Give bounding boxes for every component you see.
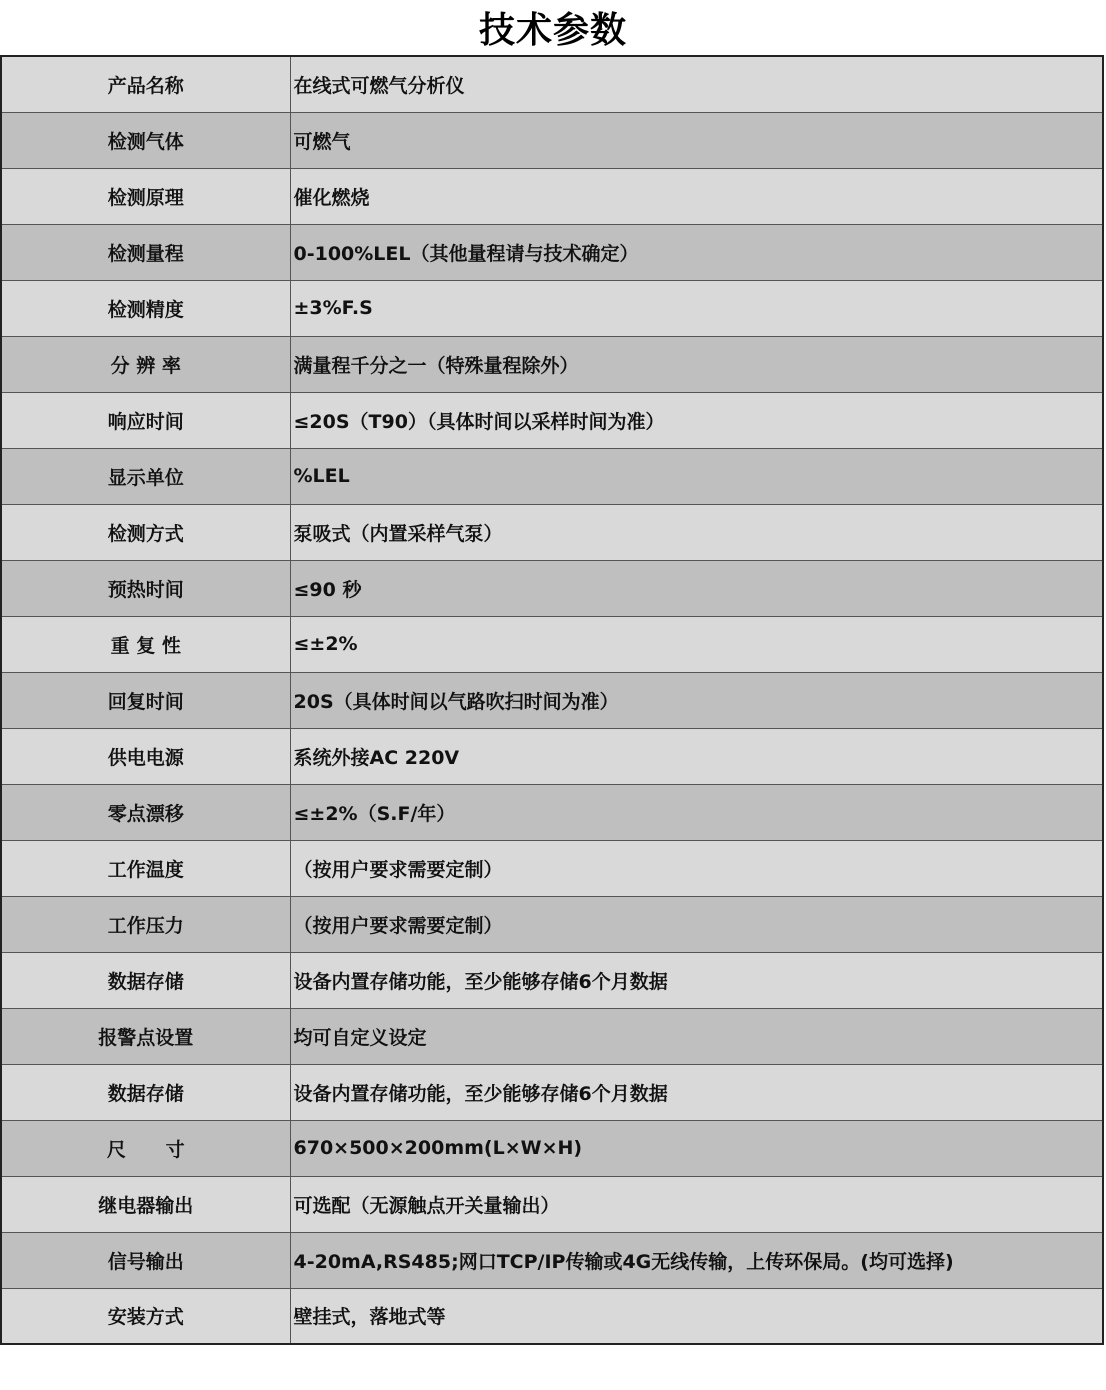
table-row [1, 168, 1103, 224]
table-row [1, 784, 1103, 840]
table-row [1, 952, 1103, 1008]
row-label: 预热时间 [1, 560, 290, 616]
table-row [1, 1008, 1103, 1064]
row-label: 产品名称 [1, 56, 290, 112]
row-label: 继电器输出 [1, 1176, 290, 1232]
row-label: 供电电源 [1, 728, 290, 784]
row-label: 检测方式 [1, 504, 290, 560]
row-value: 可选配（无源触点开关量输出） [290, 1176, 1103, 1232]
table-row [1, 112, 1103, 168]
table-row [1, 1120, 1103, 1176]
row-label: 工作温度 [1, 840, 290, 896]
table-row [1, 728, 1103, 784]
row-label: 安装方式 [1, 1288, 290, 1344]
spec-table [0, 55, 1104, 1345]
row-value: ±3%F.S [290, 280, 1103, 336]
table-row [1, 896, 1103, 952]
row-label: 检测精度 [1, 280, 290, 336]
row-label: 信号输出 [1, 1232, 290, 1288]
table-row [1, 504, 1103, 560]
spec-table-body [1, 56, 1103, 1344]
table-row [1, 224, 1103, 280]
row-label: 报警点设置 [1, 1008, 290, 1064]
row-value: 壁挂式，落地式等 [290, 1288, 1103, 1344]
row-value: ≤±2%（S.F/年） [290, 784, 1103, 840]
table-row [1, 392, 1103, 448]
row-value: ≤90 秒 [290, 560, 1103, 616]
row-value: 20S（具体时间以气路吹扫时间为准） [290, 672, 1103, 728]
row-label: 回复时间 [1, 672, 290, 728]
row-value: 在线式可燃气分析仪 [290, 56, 1103, 112]
row-value: （按用户要求需要定制） [290, 896, 1103, 952]
row-label: 数据存储 [1, 952, 290, 1008]
row-label: 零点漂移 [1, 784, 290, 840]
row-value: 均可自定义设定 [290, 1008, 1103, 1064]
row-label: 分 辨 率 [1, 336, 290, 392]
row-label: 响应时间 [1, 392, 290, 448]
row-value: ≤±2% [290, 616, 1103, 672]
row-value: 系统外接AC 220V [290, 728, 1103, 784]
page-title: 技术参数 [478, 10, 627, 51]
row-label: 尺 寸 [1, 1120, 290, 1176]
row-label: 检测原理 [1, 168, 290, 224]
table-row [1, 280, 1103, 336]
table-row [1, 336, 1103, 392]
row-value: ≤20S（T90）（具体时间以采样时间为准） [290, 392, 1103, 448]
row-label: 工作压力 [1, 896, 290, 952]
table-row [1, 448, 1103, 504]
table-row [1, 56, 1103, 112]
row-value: 泵吸式（内置采样气泵） [290, 504, 1103, 560]
row-label: 显示单位 [1, 448, 290, 504]
row-value: 设备内置存储功能，至少能够存储6个月数据 [290, 1064, 1103, 1120]
row-label: 数据存储 [1, 1064, 290, 1120]
row-value: 可燃气 [290, 112, 1103, 168]
table-row [1, 616, 1103, 672]
row-label: 检测气体 [1, 112, 290, 168]
table-row [1, 1232, 1103, 1288]
table-row [1, 1176, 1103, 1232]
row-value: 催化燃烧 [290, 168, 1103, 224]
row-value: （按用户要求需要定制） [290, 840, 1103, 896]
table-row [1, 1064, 1103, 1120]
row-value: 设备内置存储功能，至少能够存储6个月数据 [290, 952, 1103, 1008]
row-value: 满量程千分之一（特殊量程除外） [290, 336, 1103, 392]
row-value: 0-100%LEL（其他量程请与技术确定） [290, 224, 1103, 280]
row-value: %LEL [290, 448, 1103, 504]
row-label: 重 复 性 [1, 616, 290, 672]
row-value: 4-20mA,RS485;网口TCP/IP传输或4G无线传输，上传环保局。(均可选择) [290, 1232, 1103, 1288]
table-row [1, 840, 1103, 896]
table-row [1, 560, 1103, 616]
row-label: 检测量程 [1, 224, 290, 280]
row-value: 670×500×200mm(L×W×H) [290, 1120, 1103, 1176]
table-row [1, 1288, 1103, 1344]
table-row [1, 672, 1103, 728]
